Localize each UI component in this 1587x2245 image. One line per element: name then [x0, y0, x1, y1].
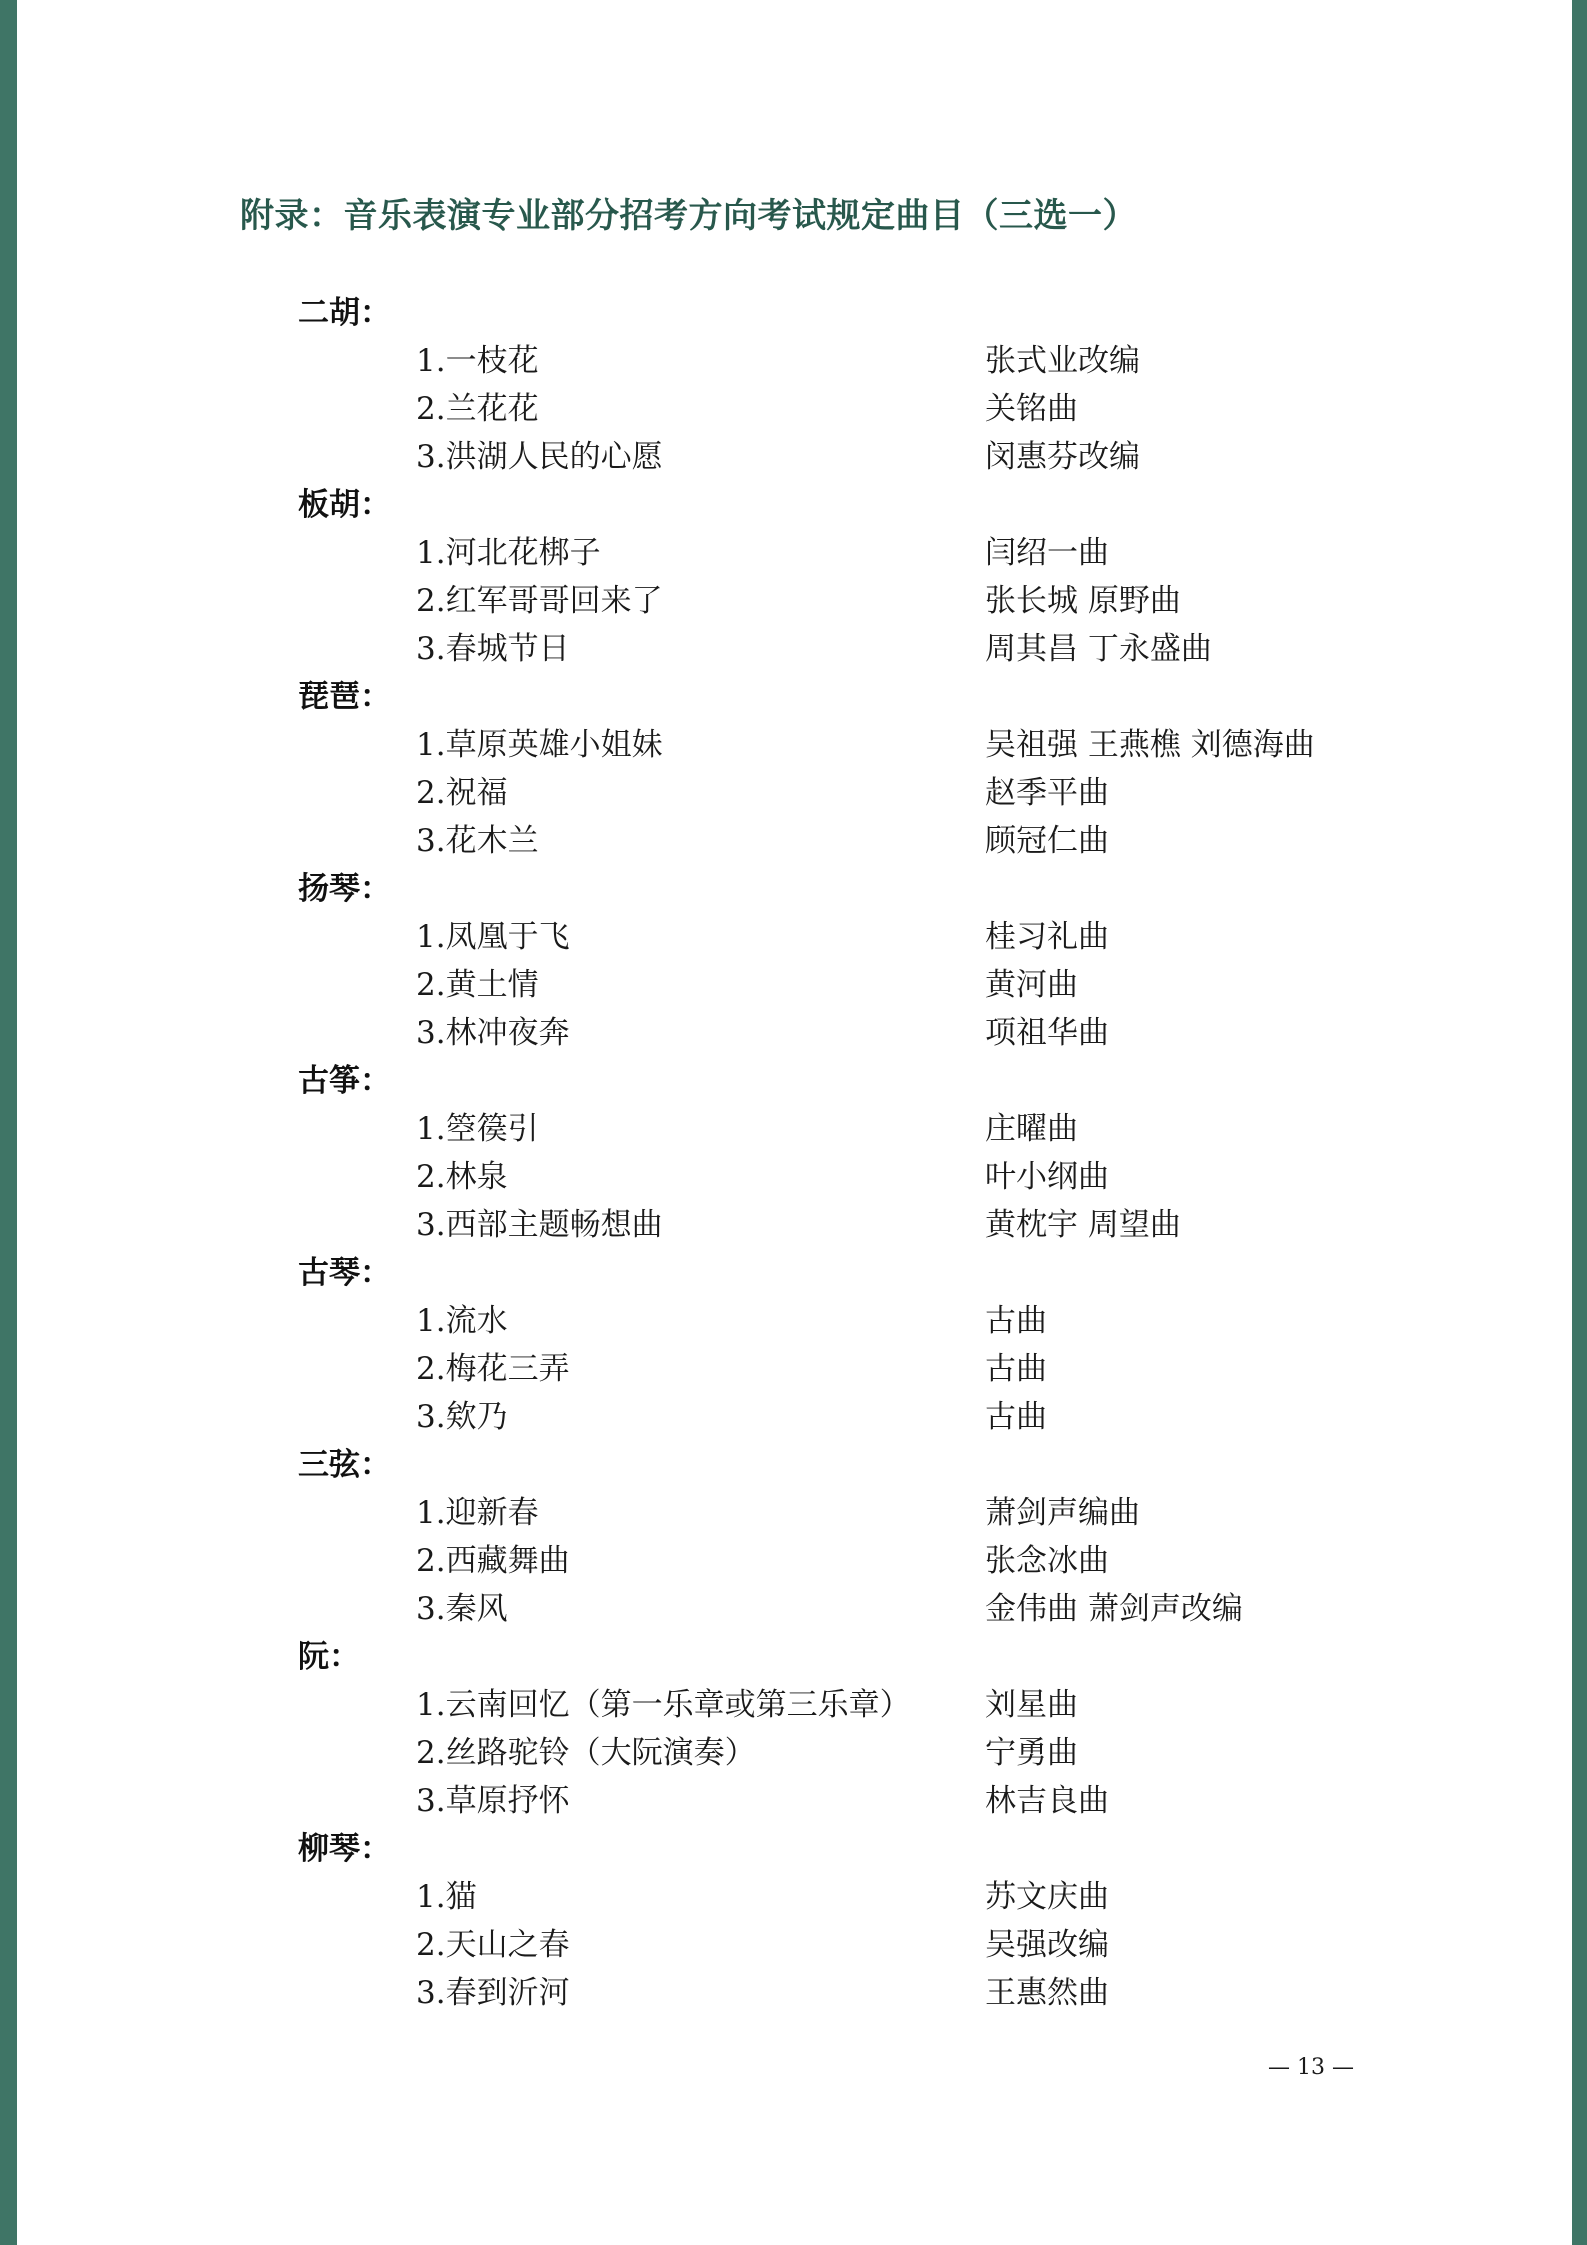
piece-title: 3.秦风	[416, 1591, 508, 1627]
piece-title: 2.祝福	[416, 775, 508, 811]
piece-title: 1.流水	[416, 1303, 508, 1339]
piece-row	[0, 385, 1587, 433]
piece-composer: 闫绍一曲	[985, 535, 1109, 571]
piece-title: 1.草原英雄小姐妹	[416, 727, 663, 763]
piece-row	[0, 1969, 1587, 2017]
piece-composer: 萧剑声编曲	[985, 1495, 1140, 1531]
piece-title: 1.迎新春	[416, 1495, 539, 1531]
piece-row	[0, 337, 1587, 385]
piece-row	[0, 1345, 1587, 1393]
piece-composer: 古曲	[985, 1303, 1047, 1339]
piece-row	[0, 625, 1587, 673]
piece-composer: 张式业改编	[985, 343, 1140, 379]
piece-title: 3.洪湖人民的心愿	[416, 439, 663, 475]
piece-composer: 苏文庆曲	[985, 1879, 1109, 1915]
piece-row	[0, 433, 1587, 481]
instrument-section	[0, 1441, 1587, 1633]
instrument-name: 三弦：	[298, 1447, 391, 1483]
repertoire-list	[0, 289, 1587, 2017]
instrument-section	[0, 865, 1587, 1057]
piece-title: 3.春到沂河	[416, 1975, 570, 2011]
piece-row	[0, 1201, 1587, 1249]
piece-row	[0, 1489, 1587, 1537]
piece-row	[0, 1105, 1587, 1153]
piece-title: 2.丝路驼铃（大阮演奏）	[416, 1735, 756, 1771]
instrument-name: 琵琶：	[298, 679, 391, 715]
piece-composer: 古曲	[985, 1399, 1047, 1435]
piece-row	[0, 1585, 1587, 1633]
piece-row	[0, 529, 1587, 577]
piece-composer: 桂习礼曲	[985, 919, 1109, 955]
instrument-name: 阮：	[298, 1639, 360, 1675]
piece-composer: 闵惠芬改编	[985, 439, 1140, 475]
piece-title: 3.春城节日	[416, 631, 570, 667]
piece-row	[0, 1009, 1587, 1057]
piece-title: 1.云南回忆（第一乐章或第三乐章）	[416, 1687, 911, 1723]
piece-title: 2.林泉	[416, 1159, 508, 1195]
piece-composer: 吴强改编	[985, 1927, 1109, 1963]
piece-composer: 王惠然曲	[985, 1975, 1109, 2011]
piece-row	[0, 577, 1587, 625]
piece-composer: 黄枕宇 周望曲	[985, 1207, 1181, 1243]
piece-composer: 张念冰曲	[985, 1543, 1109, 1579]
piece-title: 1.凤凰于飞	[416, 919, 570, 955]
instrument-section	[0, 1633, 1587, 1825]
piece-row	[0, 913, 1587, 961]
instrument-section	[0, 1249, 1587, 1441]
piece-title: 2.黄土情	[416, 967, 539, 1003]
piece-row	[0, 1393, 1587, 1441]
piece-composer: 刘星曲	[985, 1687, 1078, 1723]
instrument-name: 二胡：	[298, 295, 391, 331]
page-number: — 13 —	[1268, 2055, 1354, 2080]
page-title: 附录：音乐表演专业部分招考方向考试规定曲目（三选一）	[240, 196, 1137, 236]
piece-row	[0, 769, 1587, 817]
piece-title: 2.西藏舞曲	[416, 1543, 570, 1579]
piece-row	[0, 1777, 1587, 1825]
piece-title: 2.天山之春	[416, 1927, 570, 1963]
piece-title: 3.林冲夜奔	[416, 1015, 570, 1051]
piece-row	[0, 1153, 1587, 1201]
piece-composer: 叶小纲曲	[985, 1159, 1109, 1195]
instrument-name: 扬琴：	[298, 871, 391, 907]
instrument-section	[0, 673, 1587, 865]
piece-row	[0, 1297, 1587, 1345]
instrument-name: 古筝：	[298, 1063, 391, 1099]
piece-title: 2.兰花花	[416, 391, 539, 427]
instrument-section	[0, 1057, 1587, 1249]
piece-composer: 宁勇曲	[985, 1735, 1078, 1771]
piece-row	[0, 1873, 1587, 1921]
piece-composer: 顾冠仁曲	[985, 823, 1109, 859]
piece-title: 3.草原抒怀	[416, 1783, 570, 1819]
piece-composer: 周其昌 丁永盛曲	[985, 631, 1212, 667]
piece-row	[0, 817, 1587, 865]
piece-composer: 古曲	[985, 1351, 1047, 1387]
piece-composer: 赵季平曲	[985, 775, 1109, 811]
piece-composer: 关铭曲	[985, 391, 1078, 427]
piece-row	[0, 1681, 1587, 1729]
piece-composer: 黄河曲	[985, 967, 1078, 1003]
instrument-section	[0, 1825, 1587, 2017]
piece-title: 2.红军哥哥回来了	[416, 583, 663, 619]
piece-composer: 庄曜曲	[985, 1111, 1078, 1147]
instrument-section	[0, 481, 1587, 673]
piece-row	[0, 961, 1587, 1009]
piece-title: 3.欸乃	[416, 1399, 508, 1435]
piece-title: 3.花木兰	[416, 823, 539, 859]
piece-row	[0, 1921, 1587, 1969]
piece-composer: 金伟曲 萧剑声改编	[985, 1591, 1243, 1627]
instrument-name: 古琴：	[298, 1255, 391, 1291]
piece-composer: 林吉良曲	[985, 1783, 1109, 1819]
piece-title: 1.一枝花	[416, 343, 539, 379]
piece-row	[0, 721, 1587, 769]
piece-title: 1.猫	[416, 1879, 477, 1915]
piece-title: 3.西部主题畅想曲	[416, 1207, 663, 1243]
piece-row	[0, 1537, 1587, 1585]
piece-title: 1.河北花梆子	[416, 535, 601, 571]
piece-composer: 吴祖强 王燕樵 刘德海曲	[985, 727, 1315, 763]
piece-title: 2.梅花三弄	[416, 1351, 570, 1387]
instrument-name: 柳琴：	[298, 1831, 391, 1867]
piece-title: 1.箜篌引	[416, 1111, 539, 1147]
instrument-section	[0, 289, 1587, 481]
instrument-name: 板胡：	[298, 487, 391, 523]
piece-composer: 张长城 原野曲	[985, 583, 1181, 619]
piece-row	[0, 1729, 1587, 1777]
piece-composer: 项祖华曲	[985, 1015, 1109, 1051]
